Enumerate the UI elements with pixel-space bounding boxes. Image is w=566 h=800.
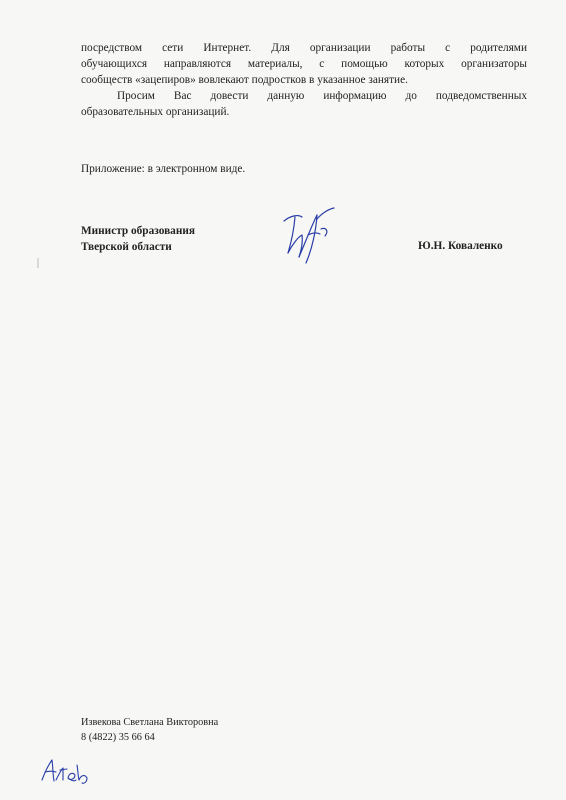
paragraph-line: посредством сети Интернет. Для организации работы с родителями [81, 42, 527, 54]
signatory-title-line: Тверской области [81, 241, 172, 253]
signatory-title [81, 223, 195, 255]
handwritten-initials-icon [40, 756, 90, 786]
signatory-name: Ю.Н. Коваленко [418, 240, 503, 252]
executor-name: Извекова Светлана Викторовна [81, 717, 219, 728]
paragraph-line: сообществ «зацепиров» вовлекают подростков в указанное занятие. [81, 74, 408, 86]
handwritten-signature-icon [281, 205, 343, 267]
paragraph-line: обучающихся направляются материалы, с помощью которых организаторы [81, 58, 527, 70]
paragraph-line: образовательных организаций. [81, 106, 230, 118]
executor-contact [81, 715, 218, 745]
executor-phone: 8 (4822) 35 66 64 [81, 732, 155, 743]
signatory-title-line: Министр образования [81, 225, 195, 237]
letter-body [81, 40, 527, 120]
stray-mark-icon [36, 258, 40, 268]
attachment-note: Приложение: в электронном виде. [81, 163, 246, 175]
paragraph-line: Просим Вас довести данную информацию до подведомственных [117, 90, 527, 102]
